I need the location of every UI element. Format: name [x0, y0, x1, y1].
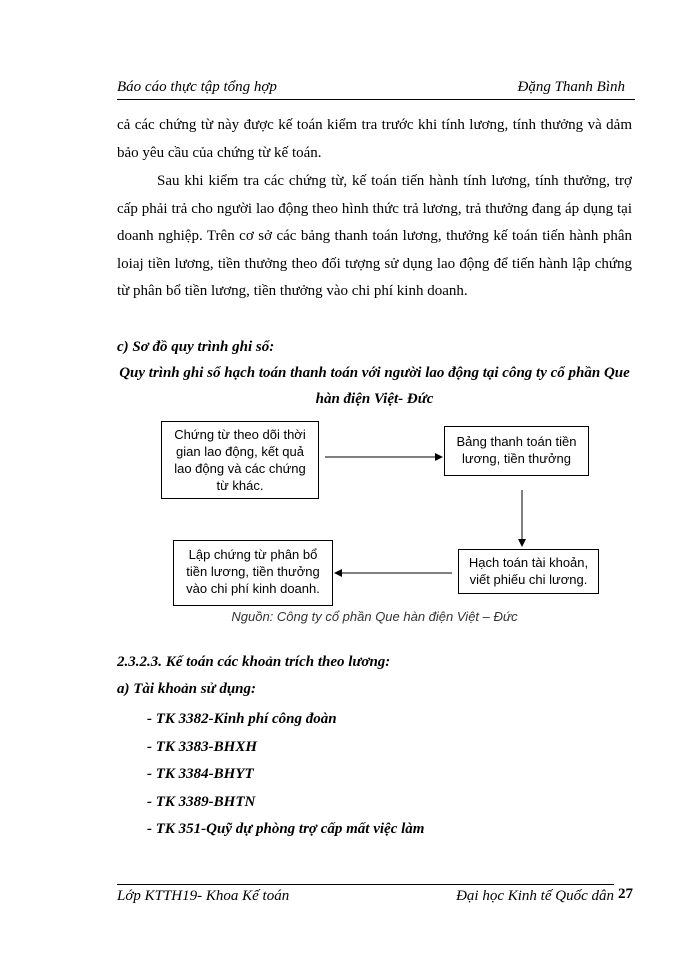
footer-university: Đại học Kinh tế Quốc dân — [456, 888, 614, 904]
flowchart-title: Quy trình ghi sổ hạch toán thanh toán với người lao động tại công ty cổ phần Que hàn điện Việt- Đức — [119, 365, 630, 407]
list-item: - TK 3382-Kinh phí công đoàn — [147, 711, 337, 727]
page-footer — [117, 884, 614, 905]
flow-box-source-documents: Chứng từ theo dõi thời gian lao động, kết quả lao động và các chứng từ khác. — [161, 421, 319, 499]
list-item: - TK 3383-BHXH — [147, 738, 258, 755]
page-number: 27 — [618, 886, 633, 902]
section-a-heading: a) Tài khoản sử dụng: — [117, 681, 257, 697]
section-2323-heading: 2.3.2.3. Kế toán các khoản trích theo lương: — [117, 654, 391, 670]
section-c-heading: c) Sơ đồ quy trình ghi sổ: — [117, 339, 275, 355]
footer-class: Lớp KTTH19- Khoa Kế toán — [117, 888, 290, 904]
list-item: - TK 351-Quỹ dự phòng trợ cấp mất việc làm — [147, 821, 425, 838]
paragraph-1: cả các chứng từ này được kế toán kiểm tra trước khi tính lương, tính thưởng và dảm bảo yêu cầu của chứng từ kế toán. — [117, 117, 632, 161]
flow-box-accounting-entry: Hạch toán tài khoản, viết phiếu chi lương. — [458, 549, 599, 594]
list-item: - TK 3384-BHYT — [147, 766, 254, 783]
paragraph-2: Sau khi kiểm tra các chứng từ, kế toán tiến hành tính lương, tính thưởng, trợ cấp phải trả cho người lao động theo hình thức trả lương, trả thưởng đang áp dụng tại doanh nghiệp. Trên cơ sở các bảng thanh toán lương, thưởng kế toán tiến hành phân loiaj tiền lương, tiền thưởng theo đối tượng sử dụng lao động để tiến hành lập chứng từ phân bổ tiền lương, tiền thưởng vào chi phí kinh doanh. — [117, 173, 632, 299]
flow-box-payroll-table: Bảng thanh toán tiền lương, tiền thưởng — [444, 426, 589, 476]
flow-box-allocation: Lập chứng từ phân bổ tiền lương, tiền thưởng vào chi phí kinh doanh. — [173, 540, 333, 606]
account-list — [147, 706, 424, 844]
header-author: Đặng Thanh Bình — [517, 79, 625, 95]
list-item: - TK 3389-BHTN — [147, 793, 256, 810]
header-report-title: Báo cáo thực tập tổng hợp — [117, 79, 277, 95]
flowchart-source: Nguồn: Công ty cổ phần Que hàn điện Việt – Đức — [231, 609, 518, 624]
